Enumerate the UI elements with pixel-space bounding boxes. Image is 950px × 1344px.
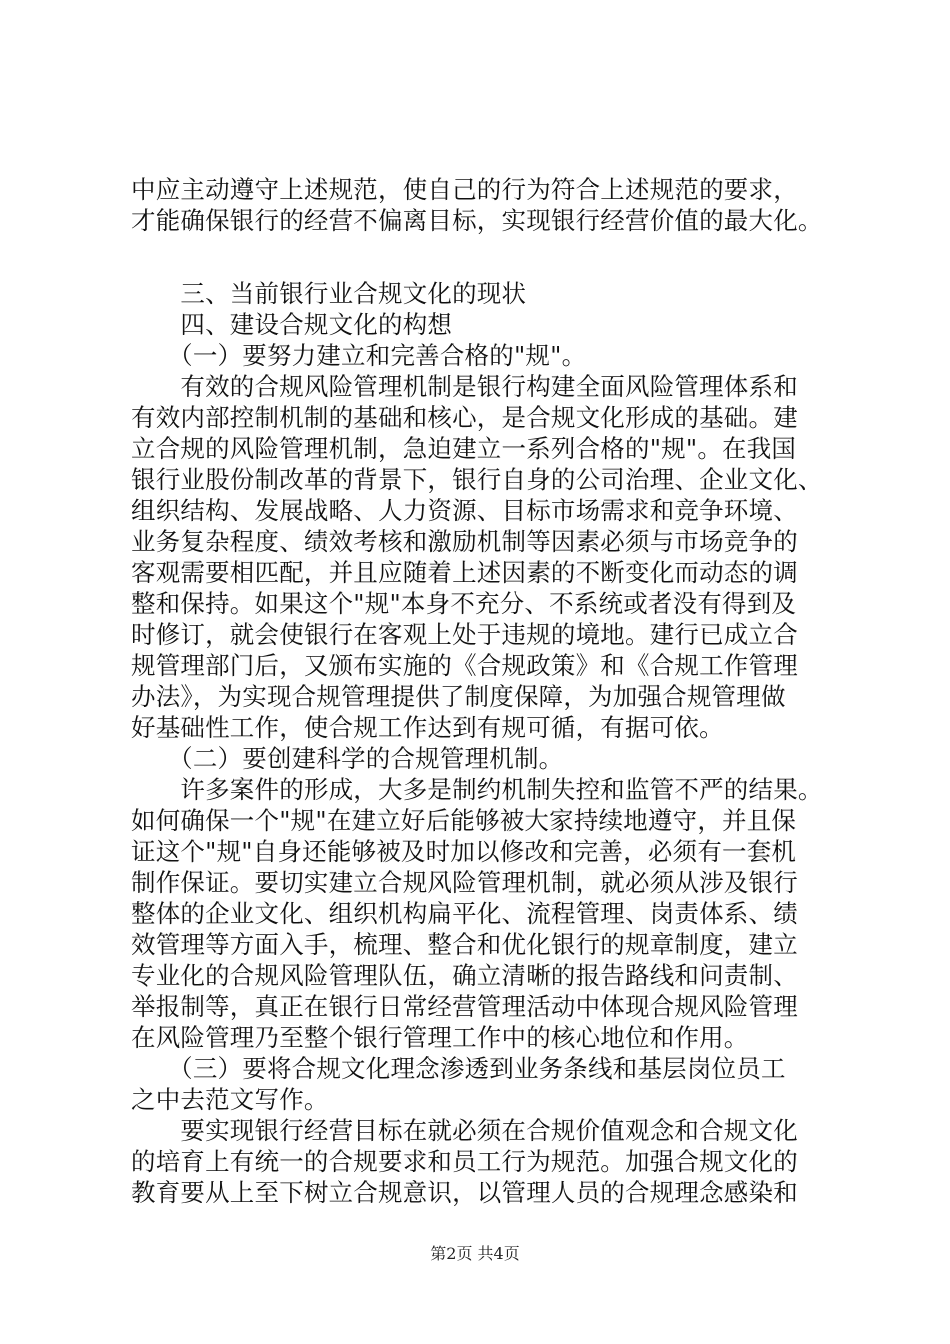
text-line: 效管理等方面入手，梳理、整合和优化银行的规章制度，建立 [131,930,798,959]
subsection-heading: （三）要将合规文化理念渗透到业务条线和基层岗位员工 [131,1054,786,1083]
text-line: 客观需要相匹配，并且应随着上述因素的不断变化而动态的调 [131,558,798,587]
text-line: 银行业股份制改革的背景下，银行自身的公司治理、企业文化、 [131,465,823,494]
text-line: 许多案件的形成，大多是制约机制失控和监管不严的结果。 [131,775,823,804]
text-line: 如何确保一个"规"在建立好后能够被大家持续地遵守，并且保 [131,806,797,835]
text-line: 业务复杂程度、绩效考核和激励机制等因素必须与市场竞争的 [131,527,798,556]
text-line: 制作保证。要切实建立合规风险管理机制，就必须从涉及银行 [131,868,798,897]
text-line: 举报制等，真正在银行日常经营管理活动中体现合规风险管理 [131,992,798,1021]
text-line: 办法》，为实现合规管理提供了制度保障，为加强合规管理做 [131,682,786,711]
text-line: 要实现银行经营目标在就必须在合规价值观念和合规文化 [131,1116,798,1145]
text-line: 中应主动遵守上述规范，使自己的行为符合上述规范的要求， [131,175,798,204]
text-line: 整体的企业文化、组织机构扁平化、流程管理、岗责体系、绩 [131,899,798,928]
paragraph-gap [131,236,851,278]
text-line: 才能确保银行的经营不偏离目标，实现银行经营价值的最大化。 [131,206,823,235]
text-line: 立合规的风险管理机制，急迫建立一系列合格的"规"。在我国 [131,434,797,463]
text-line: 好基础性工作，使合规工作达到有规可循，有据可依。 [131,713,724,742]
section-heading: 四、建设合规文化的构想 [131,310,453,339]
text-line: 在风险管理乃至整个银行管理工作中的核心地位和作用。 [131,1023,749,1052]
text-line: 时修订，就会使银行在客观上处于违规的境地。建行已成立合 [131,620,798,649]
text-line: 有效内部控制机制的基础和核心，是合规文化形成的基础。建 [131,403,798,432]
text-line: 规管理部门后，又颁布实施的《合规政策》和《合规工作管理 [131,651,798,680]
text-line: 整和保持。如果这个"规"本身不充分、不系统或者没有得到及 [131,589,797,618]
text-line: 有效的合规风险管理机制是银行构建全面风险管理体系和 [131,372,798,401]
text-line: 证这个"规"自身还能够被及时加以修改和完善，必须有一套机 [131,837,797,866]
text-line: 组织结构、发展战略、人力资源、目标市场需求和竞争环境、 [131,496,798,525]
subsection-heading: （二）要创建科学的合规管理机制。 [131,744,564,773]
text-line: 教育要从上至下树立合规意识，以管理人员的合规理念感染和 [131,1178,798,1207]
document-body [131,174,851,1208]
section-heading: 三、当前银行业合规文化的现状 [131,279,527,308]
text-line: 专业化的合规风险管理队伍，确立清晰的报告路线和问责制、 [131,961,798,990]
text-line: 之中去范文写作。 [131,1085,329,1114]
subsection-heading: （一）要努力建立和完善合格的"规"。 [131,341,587,370]
page-footer: 第2页 共4页 [430,1244,520,1263]
text-line: 的培育上有统一的合规要求和员工行为规范。加强合规文化的 [131,1147,798,1176]
